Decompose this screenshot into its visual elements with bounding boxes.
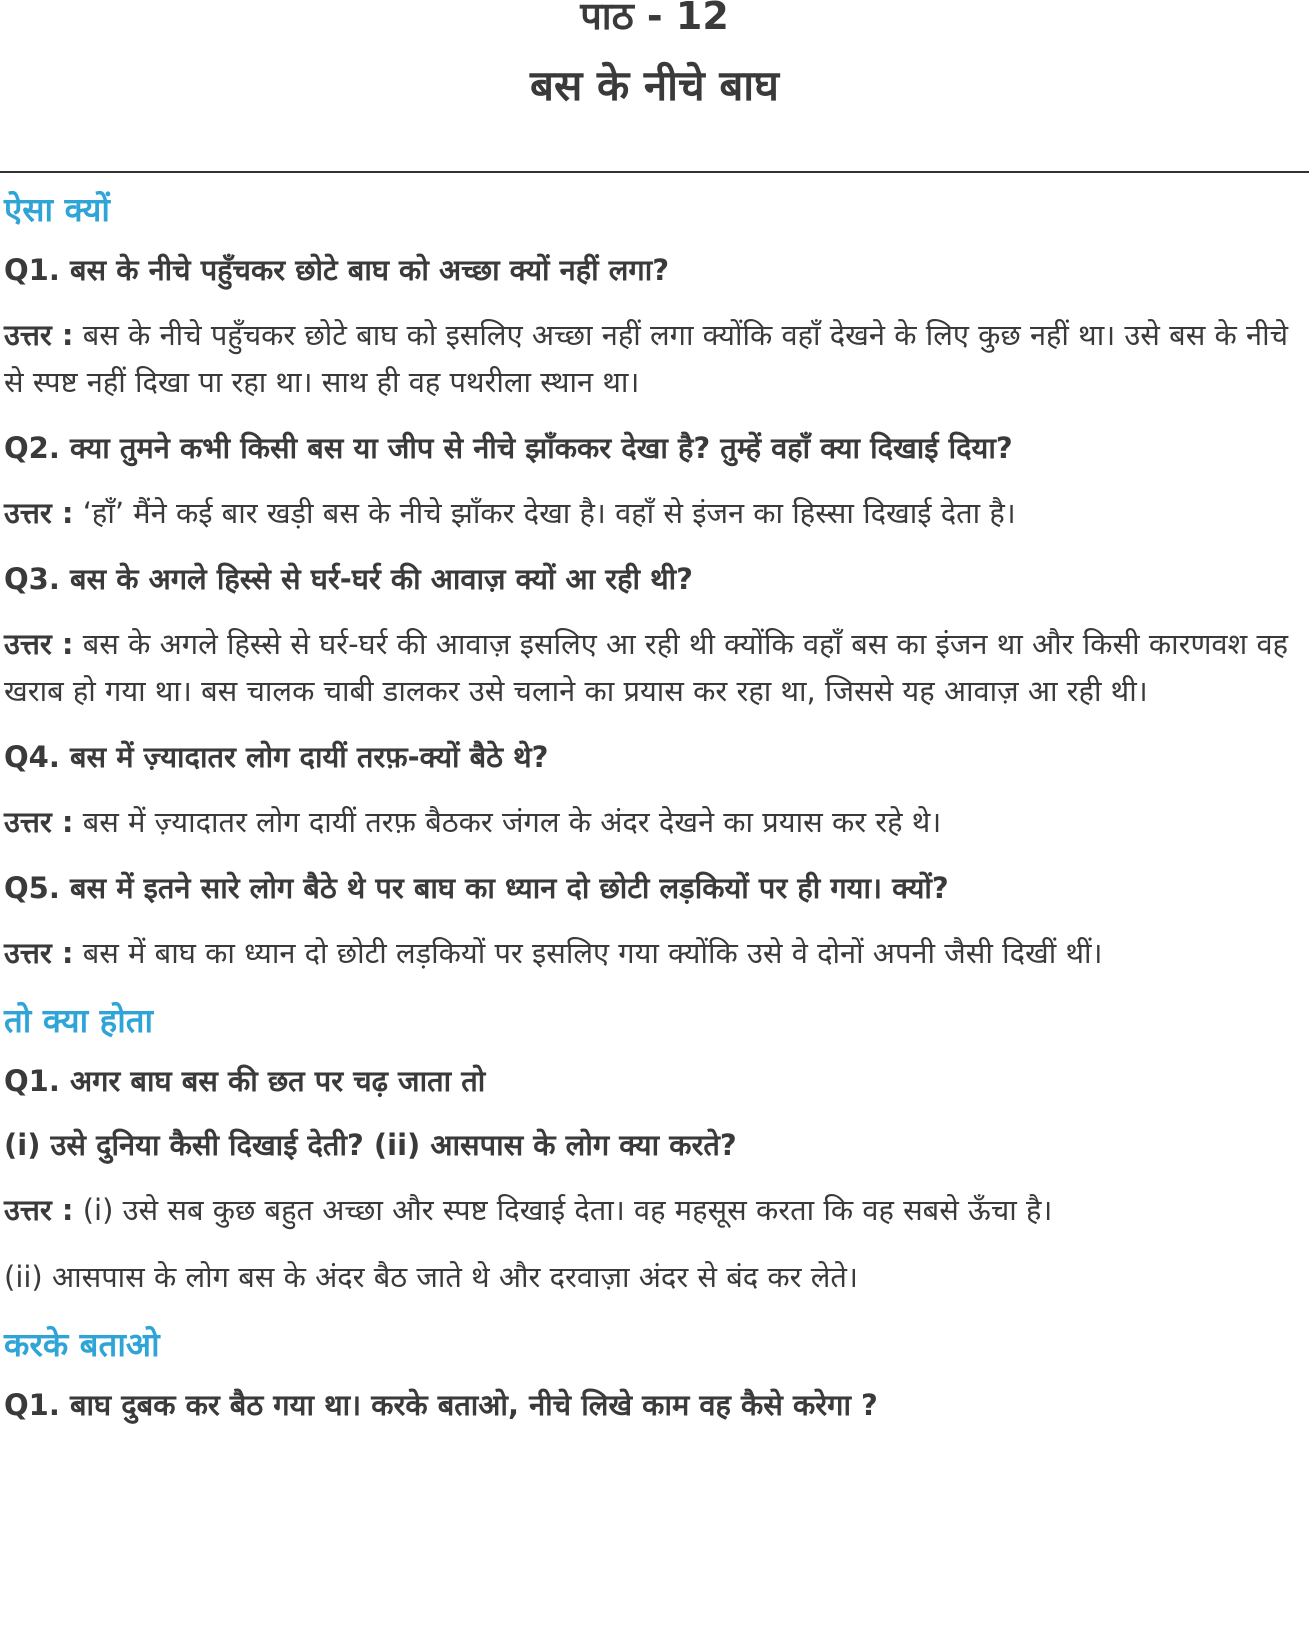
answer <box>4 490 1294 537</box>
answer-label: उत्तर : <box>4 1193 74 1227</box>
main-content <box>4 186 1294 1447</box>
page-header <box>0 0 1309 114</box>
question: Q4. बस में ज़्यादातर लोग दायीं तरफ़-क्यों बैठे थे? <box>4 740 549 774</box>
header-divider <box>0 171 1309 173</box>
section-heading-karke-batao: करके बताओ <box>4 1325 160 1364</box>
lesson-title: बस के नीचे बाघ <box>529 61 780 110</box>
answer-label: उत्तर : <box>4 936 74 970</box>
question: Q1. बाघ दुबक कर बैठ गया था। करके बताओ, नीचे लिखे काम वह कैसे करेगा ? <box>4 1388 878 1422</box>
answer <box>4 799 1294 846</box>
answer <box>4 930 1294 977</box>
question: Q2. क्या तुमने कभी किसी बस या जीप से नीचे झाँककर देखा है? तुम्हें वहाँ क्या दिखाई दिया? <box>4 431 1013 465</box>
section-heading-aisa-kyon: ऐसा क्यों <box>4 190 110 229</box>
answer-part-ii: (ii) आसपास के लोग बस के अंदर बैठ जाते थे और दरवाज़ा अंदर से बंद कर लेते। <box>4 1260 858 1294</box>
answer <box>4 1187 1294 1234</box>
question: Q3. बस के अगले हिस्से से घर्र-घर्र की आवाज़ क्यों आ रही थी? <box>4 562 694 596</box>
answer-label: उत्तर : <box>4 318 74 352</box>
answer-label: उत्तर : <box>4 627 74 661</box>
answer-text: (i) उसे सब कुछ बहुत अच्छा और स्पष्ट दिखाई देता। वह महसूस करता कि वह सबसे ऊँचा है। <box>73 1193 1053 1227</box>
question-sub: (i) उसे दुनिया कैसी दिखाई देती? (ii) आसपास के लोग क्या करते? <box>4 1128 737 1162</box>
answer-text: ‘हाँ’ मैंने कई बार खड़ी बस के नीचे झाँकर देखा है। वहाँ से इंजन का हिस्सा दिखाई देता है। <box>73 496 1016 530</box>
question: Q1. बस के नीचे पहुँचकर छोटे बाघ को अच्छा क्यों नहीं लगा? <box>4 253 670 287</box>
answer <box>4 621 1294 715</box>
question: Q5. बस में इतने सारे लोग बैठे थे पर बाघ का ध्यान दो छोटी लड़कियों पर ही गया। क्यों? <box>4 871 949 905</box>
answer-text: बस में बाघ का ध्यान दो छोटी लड़कियों पर इसलिए गया क्योंकि उसे वे दोनों अपनी जैसी दिखीं थीं। <box>73 936 1103 970</box>
answer-text: बस के नीचे पहुँचकर छोटे बाघ को इसलिए अच्छा नहीं लगा क्योंकि वहाँ देखने के लिए कुछ नहीं था। उसे बस के नीचे से स्पष्ट नहीं दिखा पा रहा था। साथ ही वह पथरीला स्थान था। <box>4 318 1289 399</box>
lesson-number: पाठ - 12 <box>580 0 729 38</box>
section-heading-to-kya-hota: तो क्या होता <box>4 1001 154 1040</box>
question: Q1. अगर बाघ बस की छत पर चढ़ जाता तो <box>4 1064 486 1098</box>
answer <box>4 312 1294 406</box>
answer-label: उत्तर : <box>4 496 74 530</box>
answer-text: बस में ज़्यादातर लोग दायीं तरफ़ बैठकर जंगल के अंदर देखने का प्रयास कर रहे थे। <box>73 805 942 839</box>
answer-label: उत्तर : <box>4 805 74 839</box>
answer-text: बस के अगले हिस्से से घर्र-घर्र की आवाज़ इसलिए आ रही थी क्योंकि वहाँ बस का इंजन था और किसी कारणवश वह खराब हो गया था। बस चालक चाबी डालकर उसे चलाने का प्रयास कर रहा था, जिससे यह आवाज़ आ रही थी। <box>4 627 1289 708</box>
